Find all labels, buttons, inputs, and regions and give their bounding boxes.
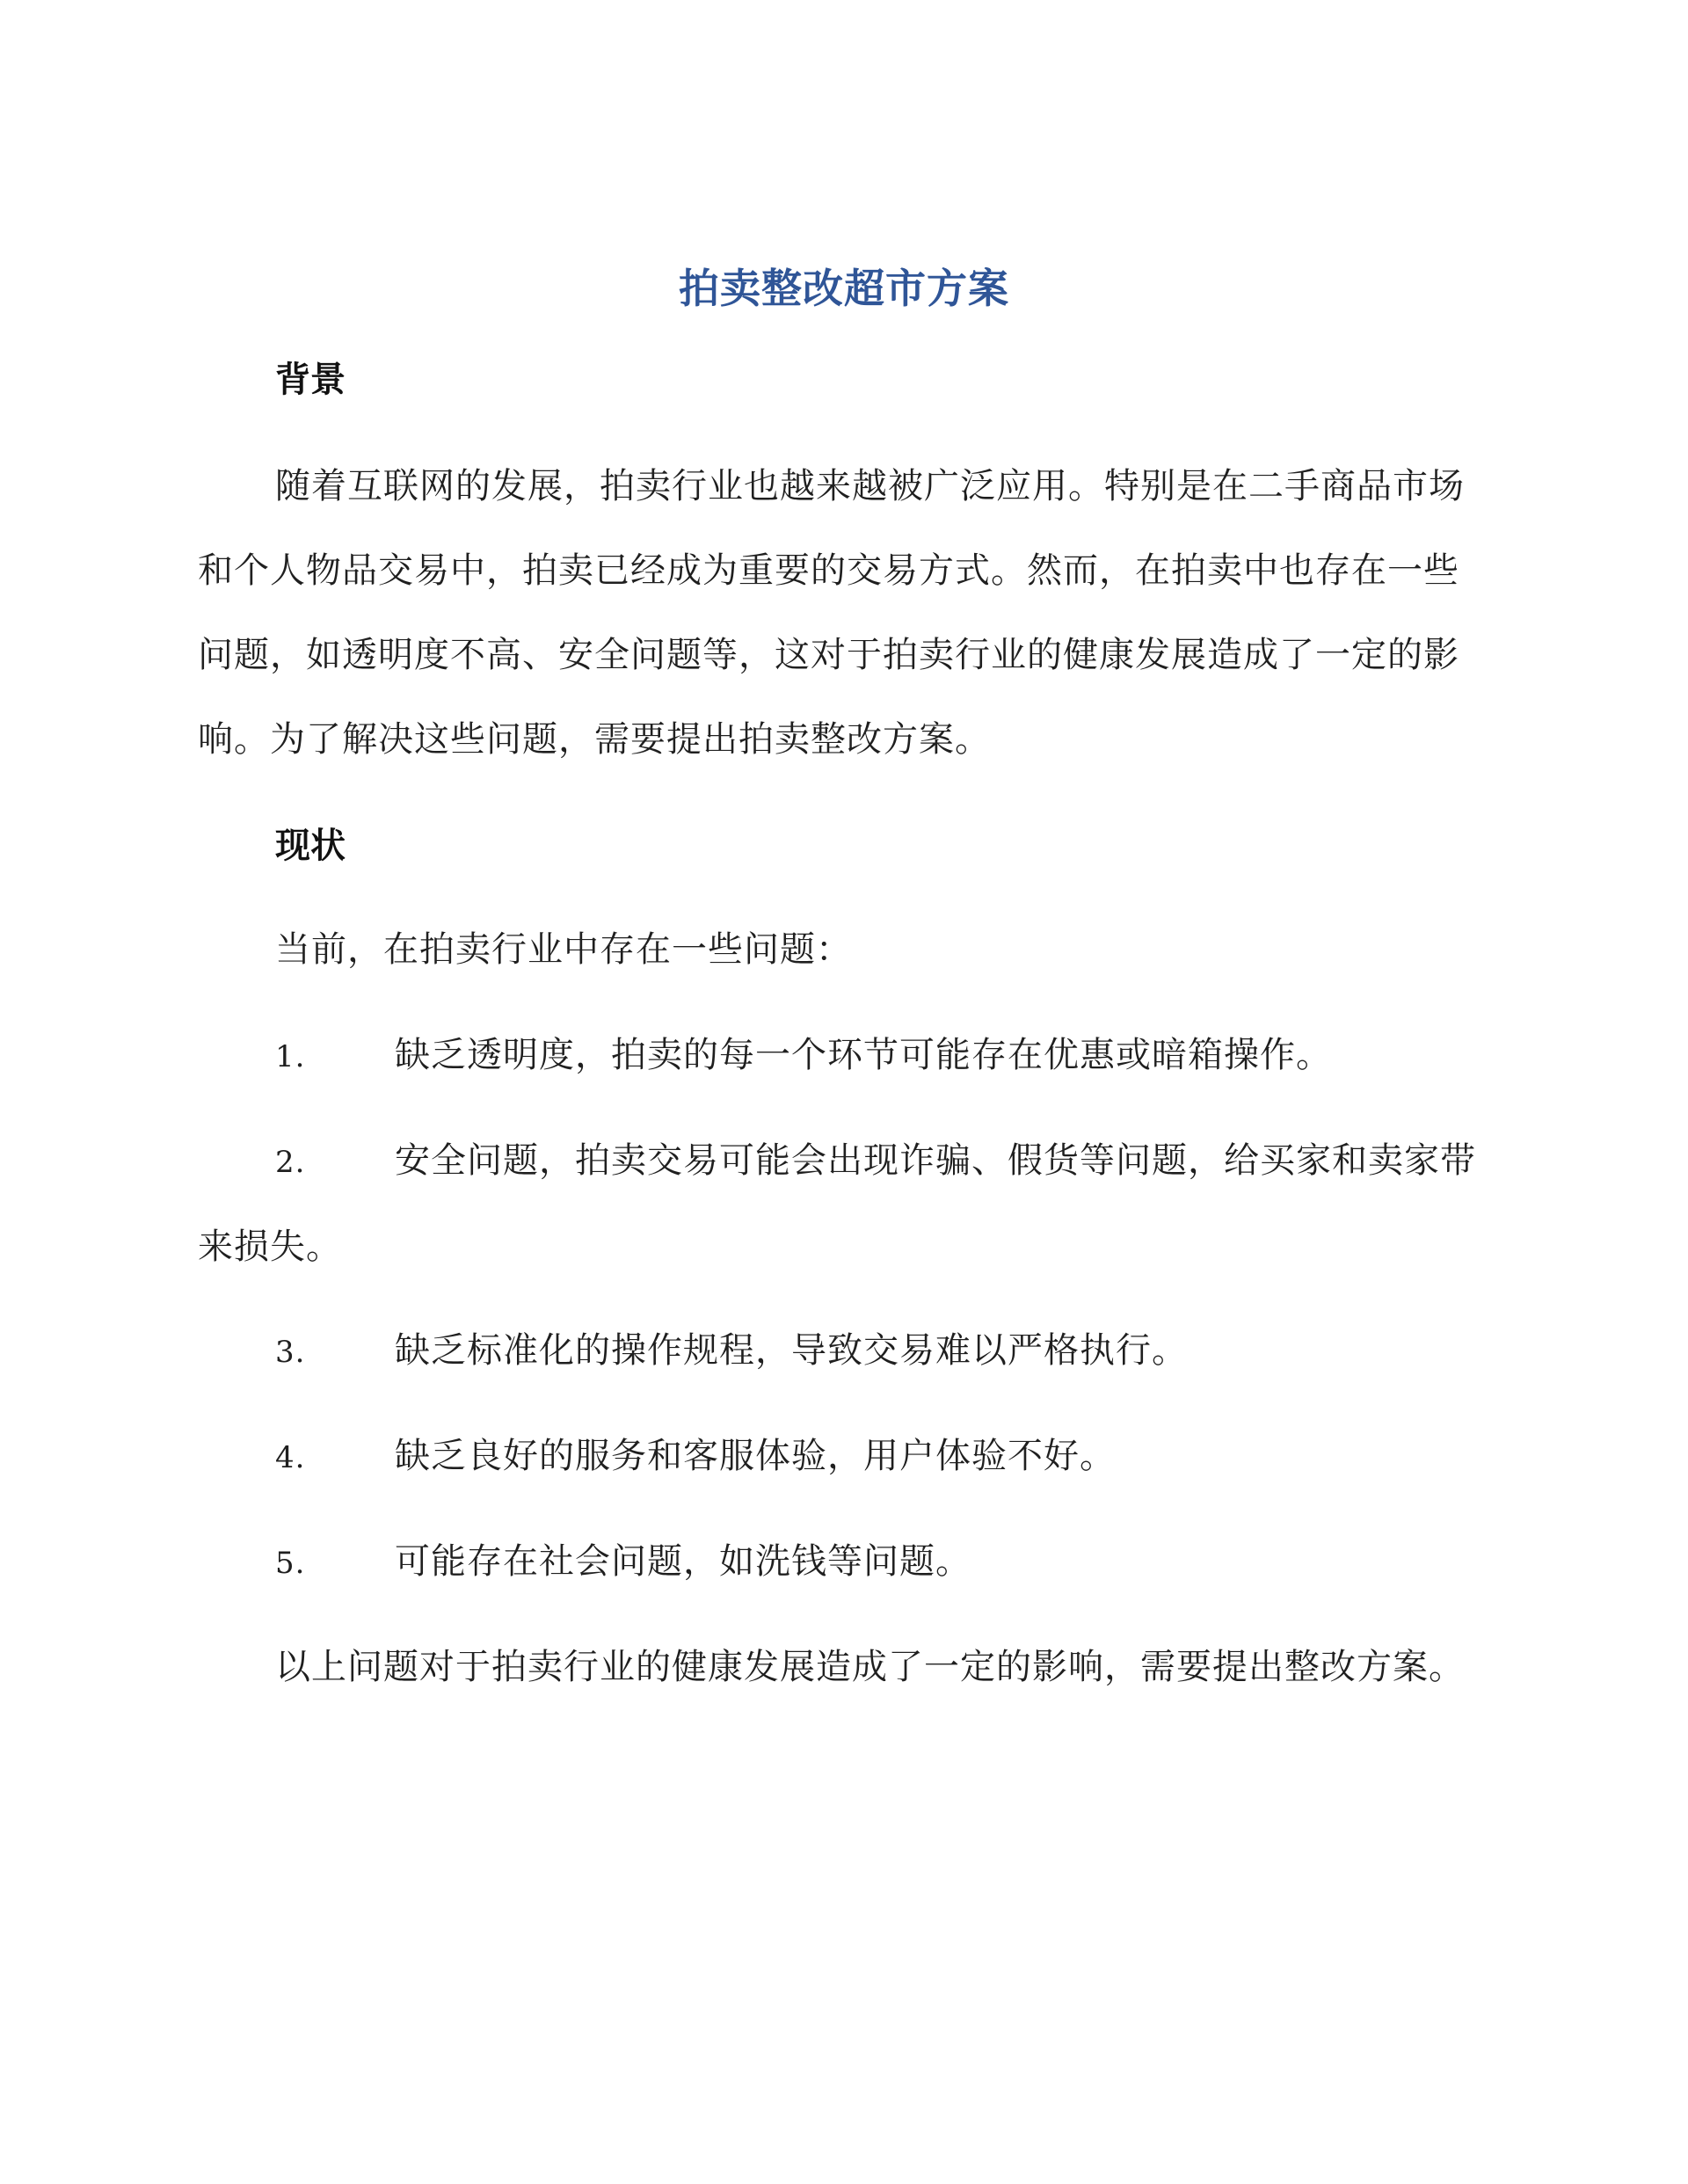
list-item-text: 缺乏标准化的操作规程，导致交易难以严格执行。 [395,1330,1188,1371]
list-item [198,1013,1486,1099]
status-conclusion: 以上问题对于拍卖行业的健康发展造成了一定的影响，需要提出整改方案。 [275,1647,1465,1687]
section-heading-status: 现状 [275,825,346,866]
list-item [198,1118,1486,1289]
list-item-number: 2. [275,1145,306,1180]
status-intro: 当前，在拍卖行业中存在一些问题： [275,929,852,970]
list-item [198,1519,1486,1605]
list-item-number: 5. [275,1546,306,1581]
document-title: 拍卖整改超市方案 [679,265,1009,312]
background-paragraph: 随着互联网的发展，拍卖行业也越来越被广泛应用。特别是在二手商品市场和个人物品交易中，拍卖已经成为重要的交易方式。然而，在拍卖中也存在一些问题，如透明度不高、安全问题等，这对于拍卖行业的健康发展造成了一定的影响。为了解决这些问题，需要提出拍卖整改方案。 [198,466,1465,760]
list-item-text: 安全问题，拍卖交易可能会出现诈骗、假货等问题，给买家和卖家带来损失。 [198,1140,1476,1267]
list-item [198,1308,1486,1394]
list-item-number: 1. [275,1039,306,1074]
section-heading-background: 背景 [275,359,346,400]
list-item-text: 缺乏透明度，拍卖的每一个环节可能存在优惠或暗箱操作。 [395,1035,1332,1075]
list-item-number: 4. [275,1440,306,1475]
list-item-text: 缺乏良好的服务和客服体验，用户体验不好。 [395,1436,1116,1476]
list-item [198,1414,1486,1500]
list-item-text: 可能存在社会问题，如洗钱等问题。 [395,1541,971,1582]
list-item-number: 3. [275,1335,306,1370]
